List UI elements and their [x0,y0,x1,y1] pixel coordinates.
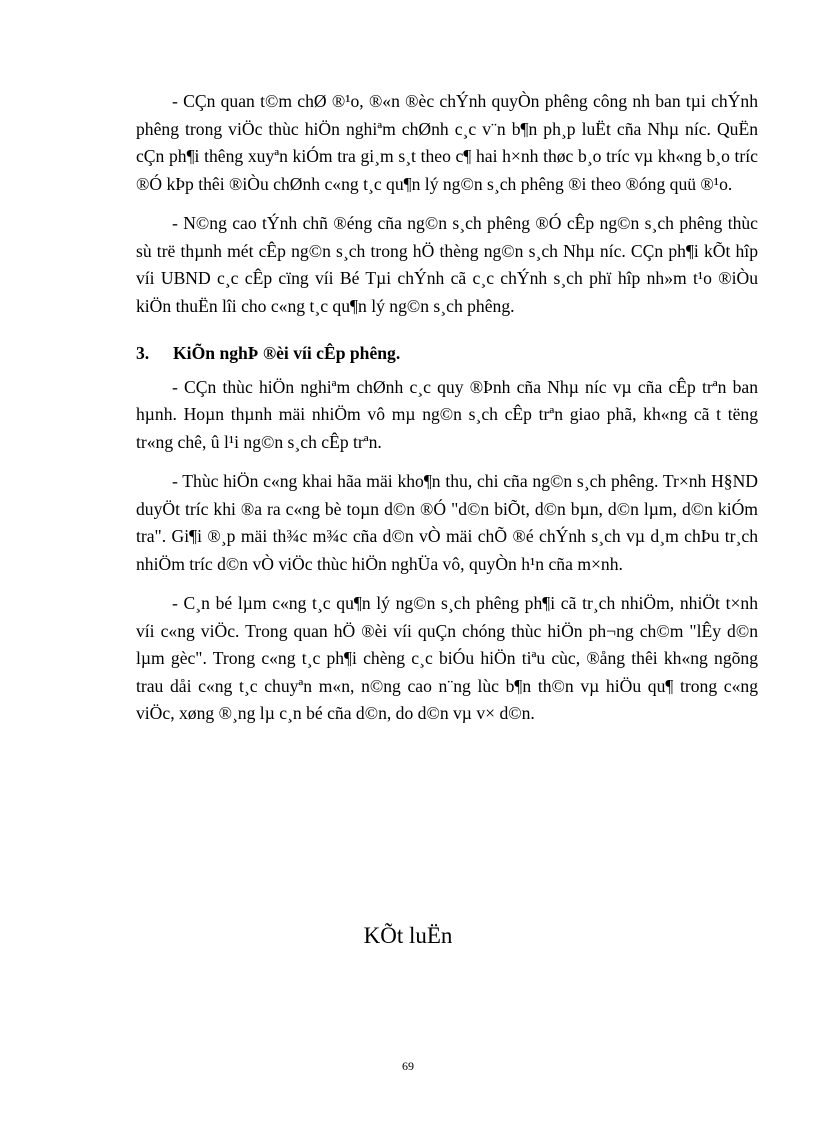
conclusion-title: KÕt luËn [363,923,453,948]
paragraph-recommendation-district-2: - N©ng cao tÝnh chñ ®éng cña ng©n s¸ch phêng ®Ó cÊp ng©n s¸ch phêng thùc sù trë thµnh mét cÊp ng©n s¸ch trong hÖ thèng ng©n s¸ch Nhµ níc. CÇn ph¶i kÕt hîp víi UBND c¸c cÊp cïng víi Bé Tµi chÝnh cã c¸c chÝnh s¸ch phï hîp nh»m t¹o ®iÒu kiÖn thuËn lîi cho c«ng t¸c qu¶n lý ng©n s¸ch phêng. [136,213,758,316]
paragraph-ward-3: - C¸n bé lµm c«ng t¸c qu¶n lý ng©n s¸ch phêng ph¶i cã tr¸ch nhiÖm, nhiÖt t×nh víi c«ng viÖc. Trong quan hÖ ®èi víi quÇn chóng thùc hiÖn ph¬ng ch©m "lÊy d©n lµm gèc". Trong c«ng t¸c ph¶i chèng c¸c biÓu hiÖn tiªu cùc, ®ång thêi kh«ng ngõng trau dåi c«ng t¸c chuyªn m«n, n©ng cao n¨ng lùc b¶n th©n vµ hiÖu qu¶ trong c«ng viÖc, xøng ®¸ng lµ c¸n bé cña d©n, do d©n vµ v× d©n. [136,593,758,723]
paragraph-ward-2: - Thùc hiÖn c«ng khai hãa mäi kho¶n thu, chi cña ng©n s¸ch phêng. Tr×nh H§ND duyÖt tríc khi ®a ra c«ng bè toµn d©n ®Ó "d©n biÕt, d©n bµn, d©n lµm, d©n kiÓm tra". Gi¶i ®¸p mäi th¾c m¾c cña d©n vÒ mäi chÕ ®é chÝnh s¸ch vµ d¸m chÞu tr¸ch nhiÖm tríc d©n vÒ viÖc thùc hiÖn nghÜa vô, quyÒn h¹n cña m×nh. [136,471,758,574]
paragraph-ward-1: - CÇn thùc hiÖn nghiªm chØnh c¸c quy ®Þnh cña Nhµ níc vµ cña cÊp trªn ban hµnh. Hoµn thµnh mäi nhiÖm vô mµ ng©n s¸ch cÊp trªn giao phã, kh«ng cã t tëng tr«ng chê, û l¹i ng©n s¸ch cÊp trªn. [136,376,758,452]
section-heading [136,340,758,368]
page-number: 69 [402,1059,414,1073]
section-title: KiÕn nghÞ ®èi víi cÊp phêng. [173,343,401,363]
paragraph-recommendation-district-1: - CÇn quan t©m chØ ®¹o, ®«n ®èc chÝnh quyÒn phêng công nh ban tµi chÝnh phêng trong viÖc thùc hiÖn nghiªm chØnh c¸c v¨n b¶n ph¸p luËt cña Nhµ níc. QuËn cÇn ph¶i thêng xuyªn kiÓm tra gi¸m s¸t theo c¶ hai h×nh thøc b¸o tríc vµ kh«ng b¸o tríc ®Ó kÞp thêi ®iÒu chØnh c«ng t¸c qu¶n lý ng©n s¸ch phêng ®i theo ®óng quü ®¹o. [136,91,758,194]
section-number: 3. [136,343,150,363]
